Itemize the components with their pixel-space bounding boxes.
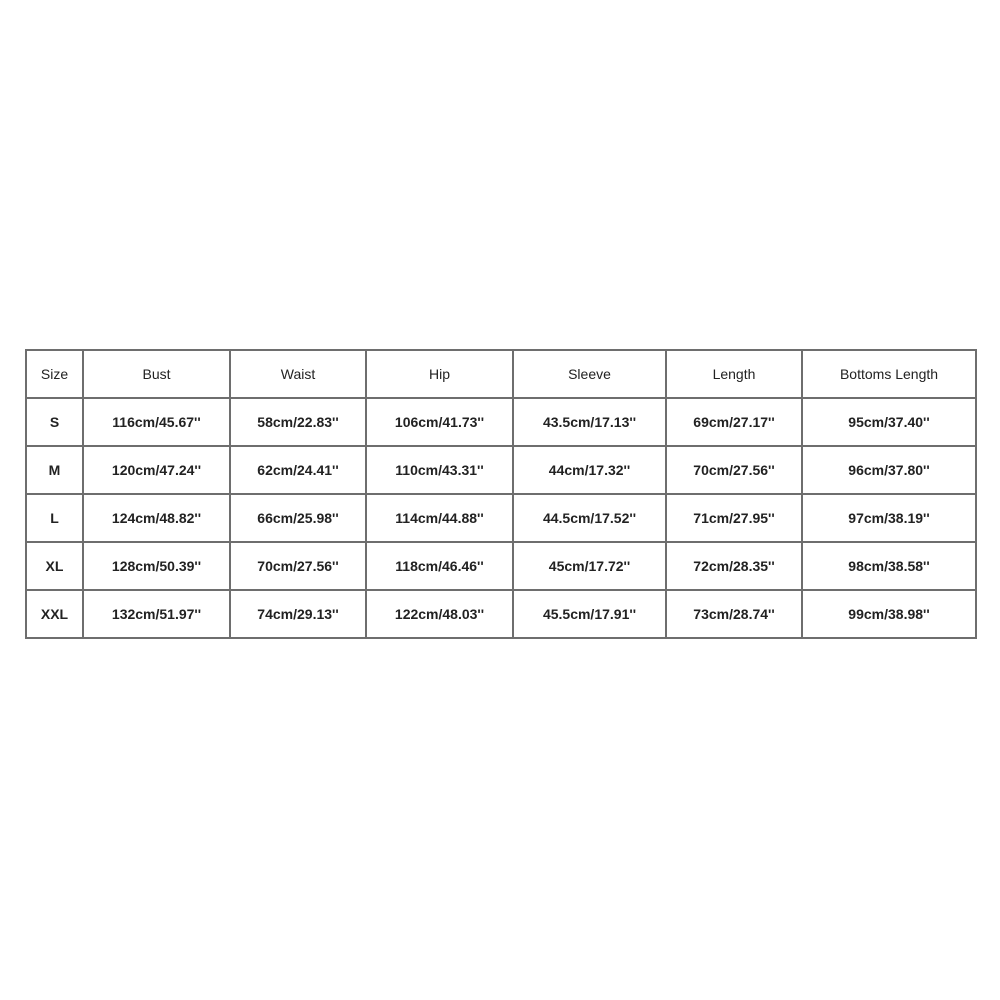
waist-cell: 66cm/25.98'' <box>230 494 366 542</box>
header-length: Length <box>666 350 802 398</box>
header-size: Size <box>26 350 83 398</box>
length-cell: 71cm/27.95'' <box>666 494 802 542</box>
length-cell: 72cm/28.35'' <box>666 542 802 590</box>
bottoms-length-cell: 99cm/38.98'' <box>802 590 976 638</box>
bottoms-length-cell: 95cm/37.40'' <box>802 398 976 446</box>
size-cell: XXL <box>26 590 83 638</box>
size-cell: XL <box>26 542 83 590</box>
table-row <box>26 542 976 590</box>
header-row <box>26 350 976 398</box>
size-chart-table <box>25 349 977 639</box>
sleeve-cell: 45cm/17.72'' <box>513 542 666 590</box>
header-sleeve: Sleeve <box>513 350 666 398</box>
table-row <box>26 446 976 494</box>
sleeve-cell: 44cm/17.32'' <box>513 446 666 494</box>
header-bust: Bust <box>83 350 230 398</box>
hip-cell: 110cm/43.31'' <box>366 446 513 494</box>
bottoms-length-cell: 96cm/37.80'' <box>802 446 976 494</box>
size-cell: S <box>26 398 83 446</box>
length-cell: 70cm/27.56'' <box>666 446 802 494</box>
hip-cell: 106cm/41.73'' <box>366 398 513 446</box>
bottoms-length-cell: 98cm/38.58'' <box>802 542 976 590</box>
bust-cell: 116cm/45.67'' <box>83 398 230 446</box>
bust-cell: 124cm/48.82'' <box>83 494 230 542</box>
sleeve-cell: 44.5cm/17.52'' <box>513 494 666 542</box>
hip-cell: 118cm/46.46'' <box>366 542 513 590</box>
bust-cell: 128cm/50.39'' <box>83 542 230 590</box>
sleeve-cell: 43.5cm/17.13'' <box>513 398 666 446</box>
length-cell: 73cm/28.74'' <box>666 590 802 638</box>
waist-cell: 62cm/24.41'' <box>230 446 366 494</box>
hip-cell: 122cm/48.03'' <box>366 590 513 638</box>
header-waist: Waist <box>230 350 366 398</box>
sleeve-cell: 45.5cm/17.91'' <box>513 590 666 638</box>
header-hip: Hip <box>366 350 513 398</box>
waist-cell: 58cm/22.83'' <box>230 398 366 446</box>
table-row <box>26 590 976 638</box>
bottoms-length-cell: 97cm/38.19'' <box>802 494 976 542</box>
bust-cell: 132cm/51.97'' <box>83 590 230 638</box>
bust-cell: 120cm/47.24'' <box>83 446 230 494</box>
size-cell: L <box>26 494 83 542</box>
size-cell: M <box>26 446 83 494</box>
header-bottoms-length: Bottoms Length <box>802 350 976 398</box>
length-cell: 69cm/27.17'' <box>666 398 802 446</box>
hip-cell: 114cm/44.88'' <box>366 494 513 542</box>
waist-cell: 74cm/29.13'' <box>230 590 366 638</box>
waist-cell: 70cm/27.56'' <box>230 542 366 590</box>
table-row <box>26 494 976 542</box>
table-row <box>26 398 976 446</box>
